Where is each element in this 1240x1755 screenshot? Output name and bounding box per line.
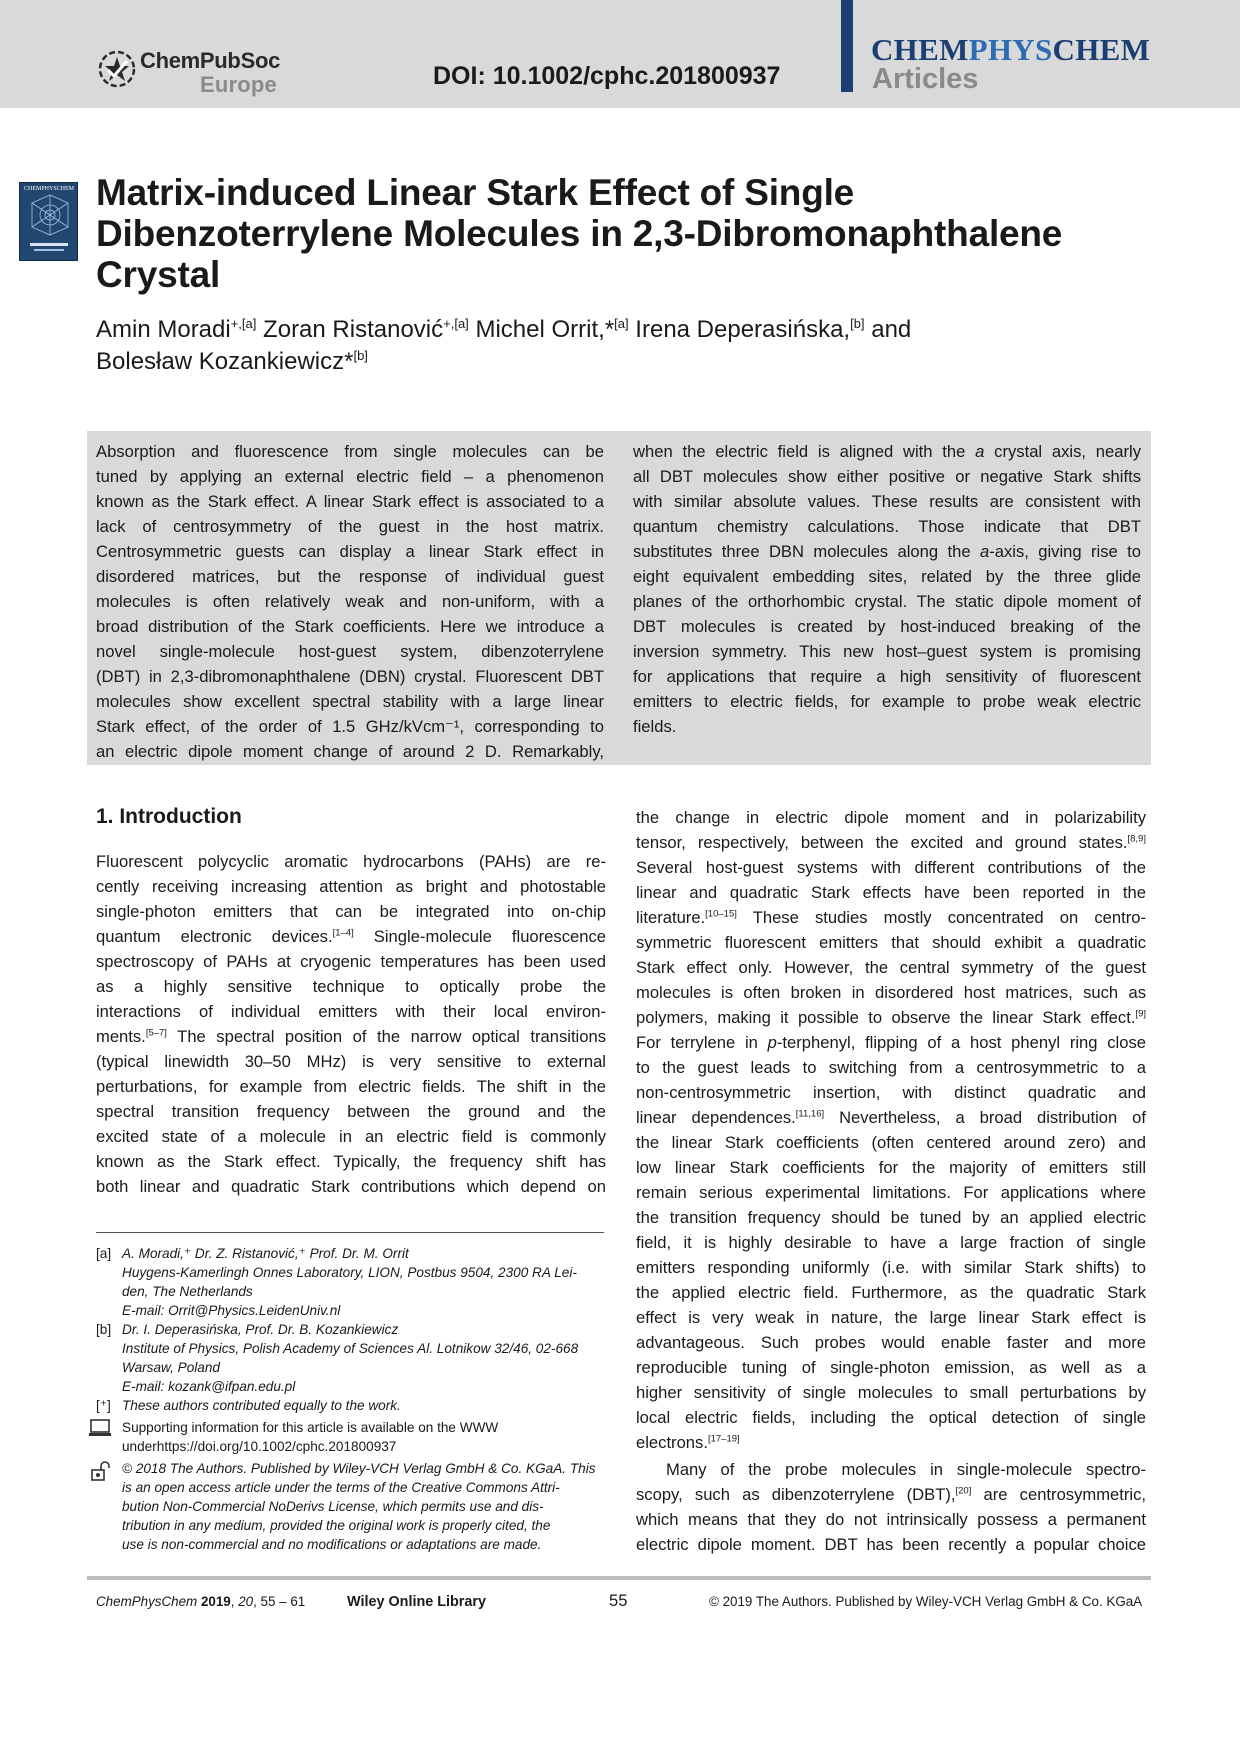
abstract-line: Absorption and fluorescence from single molecules can be xyxy=(96,442,604,461)
body-line: reproducible tuning of single-photon emission, as well as a xyxy=(636,1358,1146,1377)
author-affiliation-mark: [b] xyxy=(850,316,865,331)
body-line: linear and quadratic Stark effects have been reported in the xyxy=(636,883,1146,902)
footer-volume: 20 xyxy=(238,1594,254,1609)
journal-name-part2: PHYS xyxy=(968,32,1053,67)
body-line: excited state of a molecule in an electric field is commonly xyxy=(96,1127,606,1146)
footnote-rule xyxy=(96,1232,604,1233)
abstract-line: Centrosymmetric guests can display a linear Stark effect in xyxy=(96,542,604,561)
footer-journal: ChemPhysChem xyxy=(96,1594,198,1609)
footnote-line: E-mail: kozank@ifpan.edu.pl xyxy=(122,1379,296,1394)
body-line: local electric fields, including the optical detection of single xyxy=(636,1408,1146,1427)
abstract-line: disordered matrices, but the response of individual guest xyxy=(96,567,604,586)
citation-reference[interactable]: [20] xyxy=(955,1485,972,1497)
body-line: perturbations, for example from electric fields. The shift in the xyxy=(96,1077,606,1096)
footnote-line: © 2018 The Authors. Published by Wiley-VCH Verlag GmbH & Co. KGaA. This xyxy=(122,1461,596,1476)
body-line: linear dependences.[11,16] Nevertheless, a broad distribution of xyxy=(636,1108,1146,1127)
abstract xyxy=(87,431,1151,765)
abstract-line: with similar absolute values. These results are consistent with xyxy=(633,492,1141,511)
title-line: Crystal xyxy=(96,254,221,295)
footnote-line: is an open access article under the terms of the Creative Commons Attri- xyxy=(122,1480,560,1495)
footnote-line: https://doi.org/10.1002/cphc.201800937 xyxy=(156,1439,397,1454)
body-line: Fluorescent polycyclic aromatic hydrocarbons (PAHs) are re- xyxy=(96,852,606,871)
body-line: to the guest leads to switching from a centrosymmetric to a xyxy=(636,1058,1146,1077)
footer-pages: , 55 – 61 xyxy=(253,1594,306,1609)
footnote-line: bution Non-Commercial NoDerivs License, which permits use and dis- xyxy=(122,1499,544,1514)
body-line: electrons.[17–19] xyxy=(636,1433,740,1452)
body-line: the linear Stark coefficients (often centered around zero) and xyxy=(636,1133,1146,1152)
footnote-line: A. Moradi,⁺ Dr. Z. Ristanović,⁺ Prof. Dr. M. Orrit xyxy=(122,1246,409,1261)
body-line: For terrylene in p-terphenyl, flipping of a host phenyl ring close xyxy=(636,1033,1146,1052)
footer-year: 2019 xyxy=(200,1594,231,1609)
equal-contribution-tag: [⁺] xyxy=(96,1398,111,1413)
affiliation-b xyxy=(96,1320,606,1396)
body-line: effect is very weak in nature, the large linear Stark effect is xyxy=(636,1308,1146,1327)
footnote-line: E-mail: Orrit@Physics.LeidenUniv.nl xyxy=(122,1303,341,1318)
footnote-line: Dr. I. Deperasińska, Prof. Dr. B. Kozankiewicz xyxy=(122,1322,399,1337)
paragraph xyxy=(636,805,1146,1455)
abstract-line: eight equivalent embedding sites, related by the three glide xyxy=(633,567,1141,586)
author-affiliation-mark: [b] xyxy=(353,348,368,363)
body-line: higher sensitivity of single molecules to small perturbations by xyxy=(636,1383,1146,1402)
body-line: literature.[10–15] These studies mostly concentrated on centro- xyxy=(636,908,1146,927)
author-list xyxy=(96,314,1146,378)
abstract-line: molecules is often relatively weak and non-uniform, with a xyxy=(96,592,604,611)
publisher-region: Europe xyxy=(200,72,277,97)
body-line: field, it is highly desirable to have a large fraction of single xyxy=(636,1233,1146,1252)
citation-reference[interactable]: [8,9] xyxy=(1127,833,1146,845)
body-line: known as the Stark effect. Typically, the frequency shift has xyxy=(96,1152,606,1171)
abstract-line: all DBT molecules show either positive or negative Stark shifts xyxy=(633,467,1141,486)
abstract-line: for applications that require a high sensitivity of fluorescent xyxy=(633,667,1141,686)
title-line: Dibenzoterrylene Molecules in 2,3-Dibromonaphthalene xyxy=(96,213,1063,254)
footnote-line: Huygens-Kamerlingh Onnes Laboratory, LION, Postbus 9504, 2300 RA Lei- xyxy=(122,1265,577,1280)
body-column-right xyxy=(636,805,1146,1557)
author-name[interactable]: Zoran Ristanović xyxy=(256,316,444,343)
body-line: the transition frequency should be tuned by an applied electric xyxy=(636,1208,1146,1227)
body-line: ments.[5–7] The spectral position of the narrow optical transitions xyxy=(96,1027,606,1046)
journal-name-part1: CHEM xyxy=(871,32,969,67)
cover-title: CHEMPHYSCHEM xyxy=(23,186,74,192)
body-line: molecules is often broken in disordered host matrices, such as xyxy=(636,983,1146,1002)
author-affiliation-mark: +,[a] xyxy=(443,316,469,331)
supporting-info-text xyxy=(122,1418,606,1456)
abstract-column-left xyxy=(96,439,604,764)
footnote-line: These authors contributed equally to the work. xyxy=(122,1398,401,1413)
journal-cover-thumbnail[interactable] xyxy=(19,182,78,261)
body-line: polymers, making it possible to observe the linear Stark effect.[9] xyxy=(636,1008,1146,1027)
license-text xyxy=(122,1459,606,1554)
body-line: cently receiving increasing attention as bright and photostable xyxy=(96,877,606,896)
body-line: remain serious experimental limitations. For applications where xyxy=(636,1183,1146,1202)
author-name[interactable]: Irena Deperasińska, xyxy=(628,316,851,343)
body-line: both linear and quadratic Stark contributions which depend on xyxy=(96,1177,606,1196)
body-line: interactions of individual emitters with their local environ- xyxy=(96,1002,606,1021)
abstract-line: DBT molecules is created by host-induced breaking of the xyxy=(633,617,1141,636)
citation-reference[interactable]: [5–7] xyxy=(145,1027,167,1039)
article-title xyxy=(96,172,1146,295)
abstract-line: inversion symmetry. This new host–guest system is promising xyxy=(633,642,1141,661)
publisher-name: ChemPubSoc xyxy=(140,48,281,73)
abstract-line: fields. xyxy=(633,717,677,736)
body-line: Many of the probe molecules in single-molecule spectro- xyxy=(666,1460,1146,1479)
body-line: Several host-guest systems with different contributions of the xyxy=(636,858,1146,877)
citation-reference[interactable]: [10–15] xyxy=(705,908,737,920)
wiley-online-library-link[interactable]: Wiley Online Library xyxy=(347,1594,487,1610)
journal-name-part3: CHEM xyxy=(1052,32,1151,67)
author-name[interactable]: Michel Orrit,* xyxy=(468,316,615,343)
affiliation-text xyxy=(122,1320,606,1396)
citation-reference[interactable]: [17–19] xyxy=(707,1433,740,1445)
footnote-line: Institute of Physics, Polish Academy of Sciences Al. Lotnikow 32/46, 02-668 xyxy=(122,1341,579,1356)
author-name[interactable]: Bolesław Kozankiewicz* xyxy=(96,348,354,375)
body-line: the change in electric dipole moment and in polarizability xyxy=(636,808,1146,827)
citation-reference[interactable]: [1–4] xyxy=(332,927,354,939)
body-line: symmetric fluorescent emitters that should exhibit a quadratic xyxy=(636,933,1146,952)
citation-reference[interactable]: [9] xyxy=(1135,1008,1146,1020)
footnote-line: tribution in any medium, provided the original work is properly cited, the xyxy=(122,1518,551,1533)
title-line: Matrix-induced Linear Stark Effect of Single xyxy=(96,172,855,213)
abstract-line: tuned by applying an external electric field – a phenomenon xyxy=(96,467,604,486)
footnote-line: Supporting information for this article is available on the WWW under xyxy=(122,1420,499,1454)
body-line: emitters responding uniformly (i.e. with similar Stark shifts) to xyxy=(636,1258,1146,1277)
body-line: which means that they do not intrinsically possess a permanent xyxy=(636,1510,1146,1529)
affiliation-tag: [a] xyxy=(96,1246,112,1261)
supporting-info-note[interactable] xyxy=(96,1418,606,1456)
abstract-line: substitutes three DBN molecules along the a-axis, giving rise to xyxy=(633,542,1141,561)
article-type: Articles xyxy=(872,63,979,95)
chempubsoc-logo-icon xyxy=(96,48,138,90)
body-line: advantageous. Such probes would enable faster and more xyxy=(636,1333,1146,1352)
paragraph xyxy=(636,1457,1146,1557)
body-line: Stark effect only. However, the central symmetry of the guest xyxy=(636,958,1146,977)
open-access-lock-icon xyxy=(88,1461,112,1481)
page-number: 55 xyxy=(609,1591,628,1610)
affiliation-a xyxy=(96,1244,606,1320)
body-line: as a highly sensitive technique to optically probe the xyxy=(96,977,606,996)
abstract-line: (DBT) in 2,3-dibromonaphthalene (DBN) crystal. Fluorescent DBT xyxy=(96,667,604,686)
body-line: spectral transition frequency between the ground and the xyxy=(96,1102,606,1121)
abstract-line: an electric dipole moment change of around 2 D. Remarkably, xyxy=(96,742,604,761)
footer-citation: ChemPhysChem 2019, 20, 55 – 61 xyxy=(96,1594,306,1609)
author-affiliation-mark: [a] xyxy=(614,316,629,331)
body-line: single-photon emitters that can be integrated into on-chip xyxy=(96,902,606,921)
abstract-line: broad distribution of the Stark coefficients. Here we introduce a xyxy=(96,617,604,636)
footnote-line: Warsaw, Poland xyxy=(122,1360,220,1375)
footnotes xyxy=(96,1244,606,1554)
journal-accent-bar xyxy=(841,0,853,92)
footnote-line: use is non-commercial and no modifications or adaptations are made. xyxy=(122,1537,542,1552)
laptop-icon xyxy=(88,1418,112,1438)
abstract-line: known as the Stark effect. A linear Stark effect is associated to a xyxy=(96,492,604,511)
affiliation-text xyxy=(122,1244,606,1320)
citation-reference[interactable]: [11,16] xyxy=(795,1108,825,1120)
section-heading: 1. Introduction xyxy=(96,805,242,828)
body-line: the applied electric field. Furthermore, as the quadratic Stark xyxy=(636,1283,1146,1302)
abstract-column-right xyxy=(633,439,1141,739)
body-line: low linear Stark coefficients for the majority of emitters still xyxy=(636,1158,1146,1177)
body-column-left xyxy=(96,803,606,1199)
abstract-line: novel single-molecule host-guest system, dibenzoterrylene xyxy=(96,642,604,661)
paragraph xyxy=(96,849,606,1199)
author-name[interactable]: Amin Moradi xyxy=(96,316,231,343)
abstract-line: when the electric field is aligned with the a crystal axis, nearly xyxy=(633,442,1141,461)
article-doi[interactable]: DOI: 10.1002/cphc.201800937 xyxy=(433,62,781,90)
abstract-line: emitters to electric fields, for example to probe weak electric xyxy=(633,692,1141,711)
equal-contribution-note xyxy=(96,1396,606,1415)
body-line: electric dipole moment. DBT has been recently a popular choice xyxy=(636,1535,1146,1554)
abstract-line: Stark effect, of the order of 1.5 GHz/kVcm⁻¹, corresponding to xyxy=(96,717,604,736)
license-note xyxy=(96,1459,606,1554)
footnote-line: den, The Netherlands xyxy=(122,1284,253,1299)
body-line: (typical linewidth 30–50 MHz) is very sensitive to external xyxy=(96,1052,606,1071)
abstract-line: planes of the orthorhombic crystal. The static dipole moment of xyxy=(633,592,1141,611)
cover-graphic-icon xyxy=(20,183,78,261)
footer-copyright: © 2019 The Authors. Published by Wiley-VCH Verlag GmbH & Co. KGaA xyxy=(709,1594,1143,1609)
affiliation-tag: [b] xyxy=(96,1322,112,1337)
author-conjunction: and xyxy=(864,316,912,343)
abstract-line: quantum chemistry calculations. Those indicate that DBT xyxy=(633,517,1141,536)
footer-rule xyxy=(87,1576,1151,1580)
body-line: spectroscopy of PAHs at cryogenic temperatures has been used xyxy=(96,952,606,971)
body-line: scopy, such as dibenzoterrylene (DBT),[20] are centrosymmetric, xyxy=(636,1485,1146,1504)
body-line: non-centrosymmetric insertion, with distinct quadratic and xyxy=(636,1083,1146,1102)
abstract-line: lack of centrosymmetry of the guest in the host matrix. xyxy=(96,517,604,536)
equal-contribution-text xyxy=(122,1396,606,1415)
publisher-logo[interactable] xyxy=(96,44,296,96)
abstract-line: molecules show excellent spectral stability with a large linear xyxy=(96,692,604,711)
body-line: quantum electronic devices.[1–4] Single-molecule fluorescence xyxy=(96,927,606,946)
body-line: tensor, respectively, between the excited and ground states.[8,9] xyxy=(636,833,1146,852)
author-affiliation-mark: +,[a] xyxy=(230,316,257,331)
